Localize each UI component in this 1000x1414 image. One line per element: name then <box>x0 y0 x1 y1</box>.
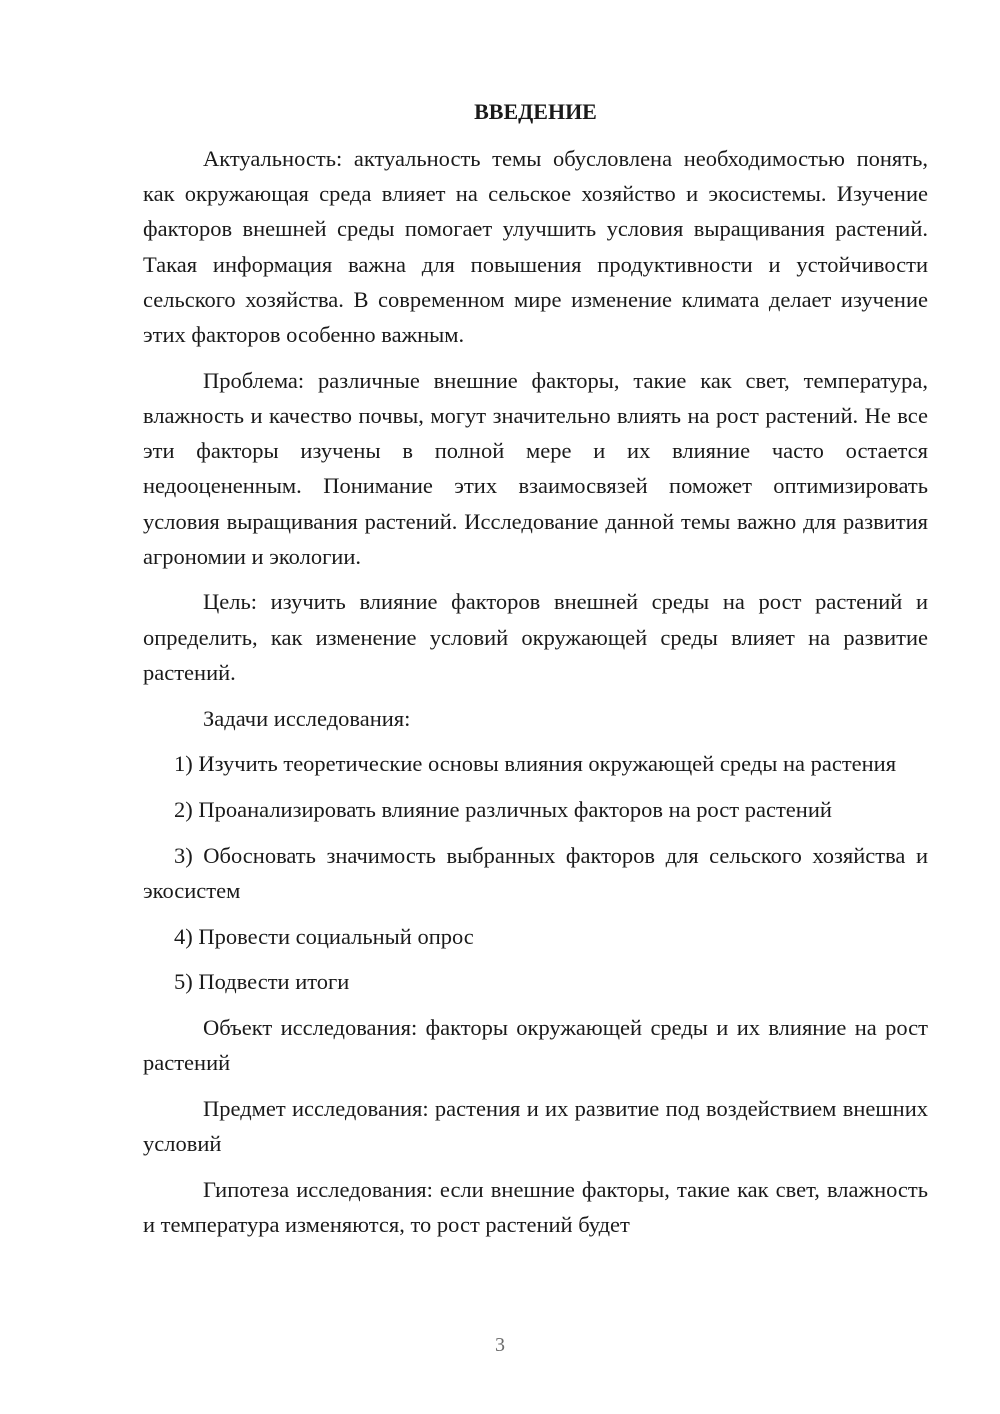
task-item-5: 5) Подвести итоги <box>174 969 350 995</box>
paragraph-goal: Цель: изучить влияние факторов внешней среды на рост растений и определить, как изменение условий окружающей среды влияет на развитие растений. <box>143 589 928 685</box>
task-item-2: 2) Проанализировать влияние различных факторов на рост растений <box>174 796 832 822</box>
paragraph-subject: Предмет исследования: растения и их развитие под воздействием внешних условий <box>143 1095 928 1157</box>
paragraph-object: Объект исследования: факторы окружающей среды и их влияние на рост растений <box>143 1014 928 1076</box>
document-page <box>143 94 928 1242</box>
paragraph-tasks-heading: Задачи исследования: <box>203 705 411 731</box>
paragraph-hypothesis: Гипотеза исследования: если внешние факторы, такие как свет, влажность и температура изменяются, то рост растений будет <box>143 1176 928 1237</box>
paragraph-problem: Проблема: различные внешние факторы, такие как свет, температура, влажность и качество почвы, могут значительно влиять на рост растений. Не все эти факторы изучены в полной мере и их влияние часто остается недооцененным. Понимание этих взаимосвязей поможет оптимизировать условия выращивания растений. Исследование данной темы важно для развития агрономии и экологии. <box>143 367 928 569</box>
task-item-1: 1) Изучить теоретические основы влияния окружающей среды на растения <box>174 751 897 777</box>
page-number: 3 <box>495 1334 505 1356</box>
page-title: ВВЕДЕНИЕ <box>474 99 597 124</box>
paragraph-relevance: Актуальность: актуальность темы обусловлена необходимостью понять, как окружающая среда влияет на сельское хозяйство и экосистемы. Изучение факторов внешней среды помогает улучшить условия выращивания растений. Такая информация важна для повышения продуктивности и устойчивости сельского хозяйства. В современном мире изменение климата делает изучение этих факторов особенно важным. <box>143 146 928 348</box>
task-item-4: 4) Провести социальный опрос <box>174 923 474 949</box>
task-item-3: 3) Обосновать значимость выбранных факторов для сельского хозяйства и экосистем <box>143 842 928 903</box>
